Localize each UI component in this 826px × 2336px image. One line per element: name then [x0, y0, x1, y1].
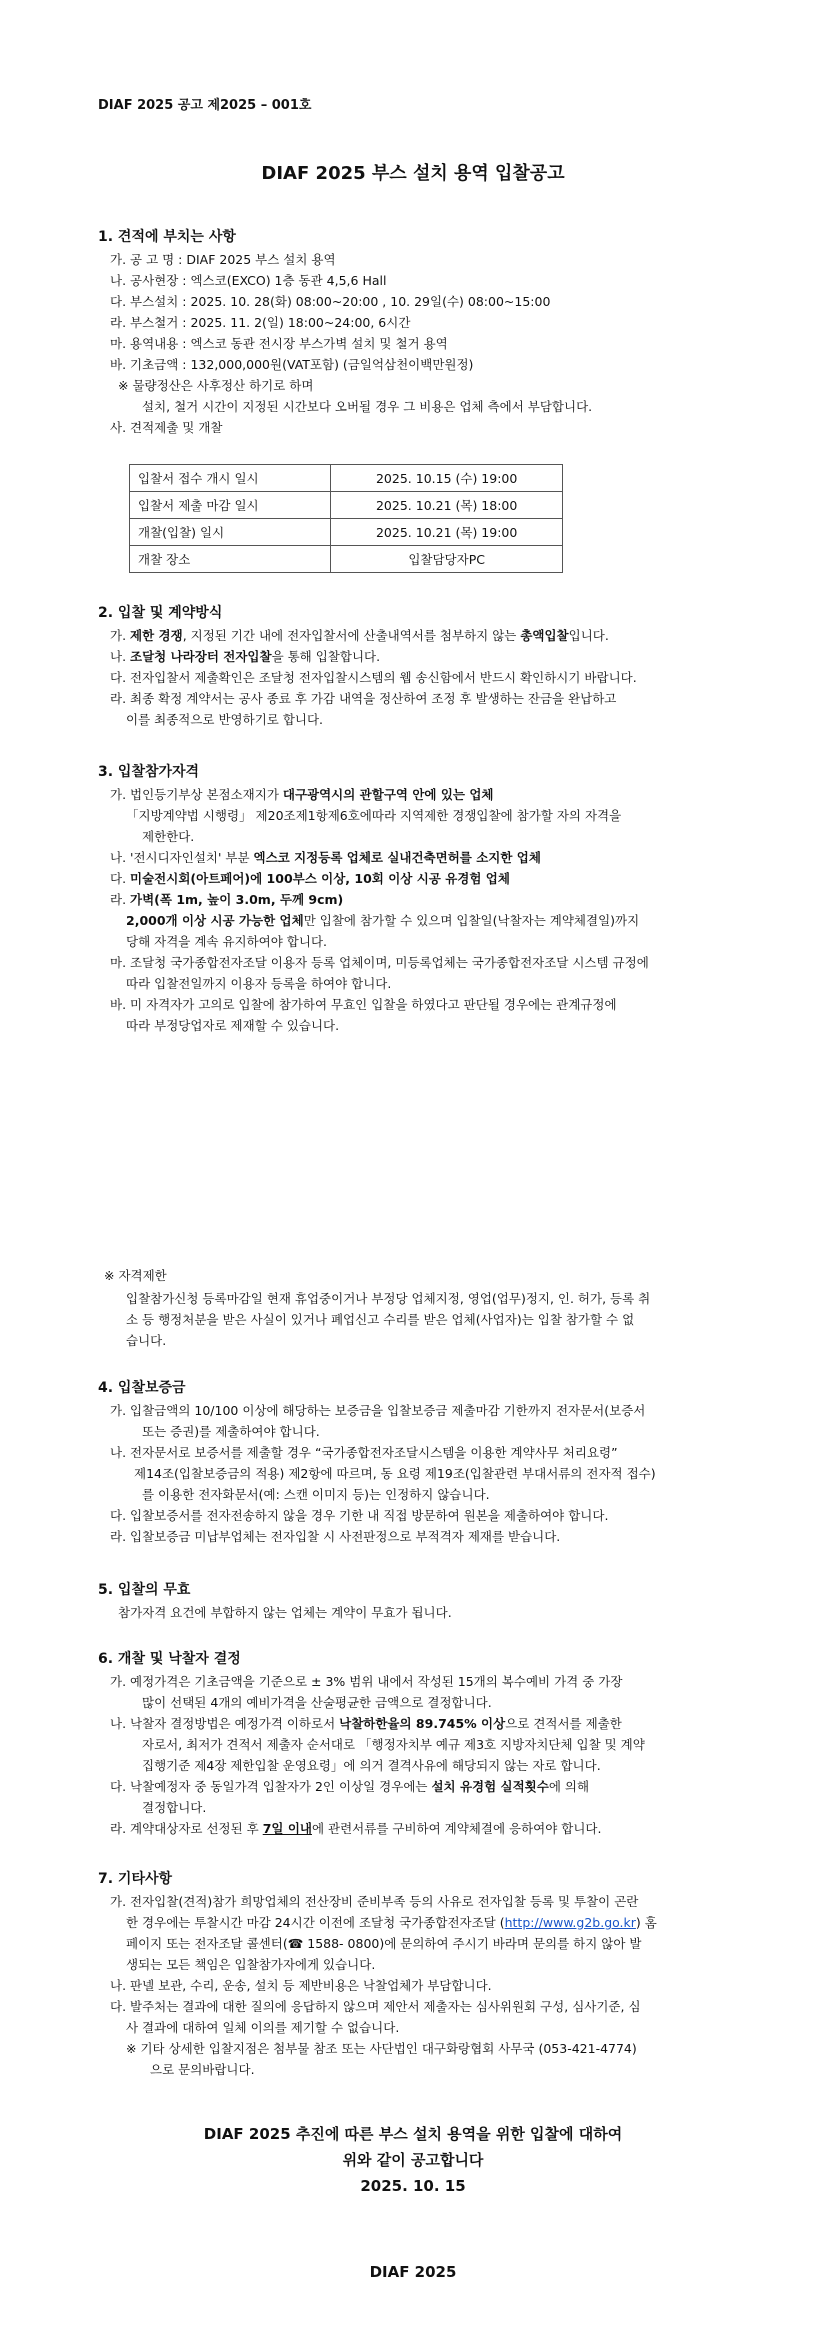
s1-item-d: 라. 부스철거 : 2025. 11. 2(일) 18:00~24:00, 6시간 — [110, 315, 411, 330]
s7-note-2: 으로 문의바랍니다. — [150, 2062, 255, 2077]
s7-item-a-3: 페이지 또는 전자조달 콜센터(☎ 1588- 0800)에 문의하여 주시기 바라며 문의를 하지 않아 발 — [126, 1936, 642, 1951]
s6-item-c-2: 결정합니다. — [142, 1800, 207, 1815]
s3-item-f-1: 바. 미 자격자가 고의로 입찰에 참가하여 무효인 입찰을 하였다고 판단될 경우에는 관계규정에 — [110, 997, 617, 1012]
section-7-heading: 7. 기타사항 — [98, 1871, 173, 1887]
notice-number: DIAF 2025 공고 제2025 – 001호 — [98, 98, 312, 113]
s3-item-e-1: 마. 조달청 국가종합전자조달 이용자 등록 업체이며, 미등록업체는 국가종합전자조달 시스템 규정에 — [110, 955, 649, 970]
s1-item-b: 나. 공사현장 : 엑스코(EXCO) 1층 동관 4,5,6 Hall — [110, 273, 387, 288]
s2-item-d-1: 라. 최종 확정 계약서는 공사 종료 후 가감 내역을 정산하여 조정 후 발생하는 잔금을 완납하고 — [110, 691, 617, 706]
schedule-value: 2025. 10.15 (수) 19:00 — [331, 465, 563, 492]
s7-item-a-1: 가. 전자입찰(견적)참가 희망업체의 전산장비 준비부족 등의 사유로 전자입찰 등록 및 투찰이 곤란 — [110, 1894, 639, 1909]
table-row — [130, 465, 563, 492]
schedule-label: 입찰서 제출 마감 일시 — [130, 492, 331, 519]
schedule-table — [129, 464, 563, 573]
schedule-value: 2025. 10.21 (목) 18:00 — [331, 492, 563, 519]
s6-item-a-2: 많이 선택된 4개의 예비가격을 산술평균한 금액으로 결정합니다. — [142, 1695, 492, 1710]
page-title: DIAF 2025 부스 설치 용역 입찰공고 — [261, 163, 565, 184]
s2-item-a: 가. 제한 경쟁, 지정된 기간 내에 전자입찰서에 산출내역서를 첨부하지 않는 총액입찰입니다. — [110, 628, 609, 643]
schedule-value: 입찰담당자PC — [331, 546, 563, 573]
s3-item-a-3: 제한한다. — [142, 829, 195, 844]
s3-item-d: 라. 가벽(폭 1m, 높이 3.0m, 두께 9cm) — [110, 892, 344, 907]
schedule-label: 개찰(입찰) 일시 — [130, 519, 331, 546]
s5-item-a: 참가자격 요건에 부합하지 않는 업체는 계약이 무효가 됩니다. — [118, 1605, 452, 1620]
s1-item-e: 마. 용역내용 : 엑스코 동관 전시장 부스가벽 설치 및 철거 용역 — [110, 336, 448, 351]
s1-item-c: 다. 부스설치 : 2025. 10. 28(화) 08:00~20:00 , 10. 29일(수) 08:00~15:00 — [110, 294, 551, 309]
s3-item-d-2: 2,000개 이상 시공 가능한 업체만 입찰에 참가할 수 있으며 입찰일(낙찰자는 계약체결일)까지 — [126, 913, 640, 928]
s6-item-b-2: 자로서, 최저가 견적서 제출자 순서대로 「행정자치부 예규 제3호 지방자치단체 입찰 및 계약 — [142, 1737, 645, 1752]
s3-item-d-3: 당해 자격을 계속 유지하여야 합니다. — [126, 934, 327, 949]
s1-item-g: 사. 견적제출 및 개찰 — [110, 420, 223, 435]
schedule-value: 2025. 10.21 (목) 19:00 — [331, 519, 563, 546]
issuer-name: DIAF 2025 — [369, 2263, 457, 2281]
section-6-heading: 6. 개찰 및 낙찰자 결정 — [98, 1651, 241, 1667]
s4-item-b-3: 를 이용한 전자화문서(예: 스캔 이미지 등)는 인정하지 않습니다. — [142, 1487, 490, 1502]
s4-item-c: 다. 입찰보증서를 전자전송하지 않을 경우 기한 내 직접 방문하여 원본을 제출하여야 합니다. — [110, 1508, 609, 1523]
section-4-heading: 4. 입찰보증금 — [98, 1380, 186, 1396]
s7-note-1: ※ 기타 상세한 입찰지점은 첨부물 참조 또는 사단법인 대구화랑협회 사무국 (053-421-4774) — [126, 2041, 637, 2056]
s6-item-b-1: 나. 낙찰자 결정방법은 예정가격 이하로서 낙찰하한율의 89.745% 이상으로 견적서를 제출한 — [110, 1716, 622, 1731]
s2-item-d-2: 이를 최종적으로 반영하기로 합니다. — [126, 712, 324, 727]
s7-item-c-2: 사 결과에 대하여 일체 이의를 제기할 수 없습니다. — [126, 2020, 400, 2035]
s3-item-a: 가. 법인등기부상 본점소재지가 대구광역시의 관할구역 안에 있는 업체 — [110, 787, 494, 802]
section-2-heading: 2. 입찰 및 계약방식 — [98, 605, 223, 621]
s1-note-2: 설치, 철거 시간이 지정된 시간보다 오버될 경우 그 비용은 업체 측에서 부담합니다. — [142, 399, 593, 414]
restriction-line-3: 습니다. — [126, 1333, 167, 1348]
s3-item-c: 다. 미술전시회(아트페어)에 100부스 이상, 10회 이상 시공 유경험 업체 — [110, 871, 510, 886]
table-row — [130, 546, 563, 573]
s3-item-a-2: 「지방계약법 시행령」 제20조제1항제6호에따라 지역제한 경쟁입찰에 참가할 자의 자격을 — [126, 808, 622, 823]
s4-item-a-1: 가. 입찰금액의 10/100 이상에 해당하는 보증금을 입찰보증금 제출마감 기한까지 전자문서(보증서 — [110, 1403, 646, 1418]
closing-line-1: DIAF 2025 추진에 따른 부스 설치 용역을 위한 입찰에 대하여 — [203, 2125, 623, 2143]
s7-item-b: 나. 판넬 보관, 수리, 운송, 설치 등 제반비용은 낙찰업체가 부담합니다. — [110, 1978, 492, 1993]
restriction-heading: ※ 자격제한 — [104, 1268, 167, 1283]
s2-item-b: 나. 조달청 나라장터 전자입찰을 통해 입찰합니다. — [110, 649, 381, 664]
s4-item-d: 라. 입찰보증금 미납부업체는 전자입찰 시 사전판정으로 부적격자 제재를 받습니다. — [110, 1529, 561, 1544]
s6-item-b-3: 집행기준 제4장 제한입찰 운영요령」에 의거 결격사유에 해당되지 않는 자로 합니다. — [142, 1758, 601, 1773]
closing-line-2: 위와 같이 공고합니다 — [342, 2151, 484, 2169]
s1-item-f: 바. 기초금액 : 132,000,000원(VAT포함) (금일억삼천이백만원정) — [110, 357, 474, 372]
schedule-label: 개찰 장소 — [130, 546, 331, 573]
schedule-label: 입찰서 접수 개시 일시 — [130, 465, 331, 492]
s4-item-b-2: 제14조(입찰보증금의 적용) 제2항에 따르며, 동 요령 제19조(입찰관련 부대서류의 전자적 접수) — [134, 1466, 656, 1481]
table-row — [130, 492, 563, 519]
s1-note-1: ※ 물량정산은 사후정산 하기로 하며 — [118, 378, 314, 393]
notice-date: 2025. 10. 15 — [360, 2177, 466, 2195]
section-5-heading: 5. 입찰의 무효 — [98, 1582, 191, 1598]
s6-item-d: 라. 계약대상자로 선정된 후 7일 이내에 관련서류를 구비하여 계약체결에 응하여야 합니다. — [110, 1821, 602, 1836]
s7-item-a-4: 생되는 모든 책임은 입찰참가자에게 있습니다. — [126, 1957, 376, 1972]
s2-item-c: 다. 전자입찰서 제출확인은 조달청 전자입찰시스템의 웹 송신함에서 반드시 확인하시기 바랍니다. — [110, 670, 637, 685]
s3-item-b: 나. '전시디자인설치' 부분 엑스코 지정등록 업체로 실내건축면허를 소지한 업체 — [110, 850, 541, 865]
s1-item-a: 가. 공 고 명 : DIAF 2025 부스 설치 용역 — [110, 252, 336, 267]
s3-item-f-2: 따라 부정당업자로 제재할 수 있습니다. — [126, 1018, 340, 1033]
s7-item-c-1: 다. 발주처는 결과에 대한 질의에 응답하지 않으며 제안서 제출자는 심사위원회 구성, 심사기준, 심 — [110, 1999, 641, 2014]
section-1-heading: 1. 견적에 부치는 사항 — [98, 229, 236, 245]
s6-item-c-1: 다. 낙찰예정자 중 동일가격 입찰자가 2인 이상일 경우에는 설치 유경험 실적횟수에 의해 — [110, 1779, 590, 1794]
table-row — [130, 519, 563, 546]
restriction-line-2: 소 등 행정처분을 받은 사실이 있거나 폐업신고 수리를 받은 업체(사업자)는 입찰 참가할 수 없 — [126, 1312, 635, 1327]
g2b-link[interactable]: http://www.g2b.go.kr — [504, 1915, 636, 1930]
section-3-heading: 3. 입찰참가자격 — [98, 764, 200, 780]
s4-item-b-1: 나. 전자문서로 보증서를 제출할 경우 “국가종합전자조달시스템을 이용한 계약사무 처리요령” — [110, 1445, 618, 1460]
restriction-line-1: 입찰참가신청 등록마감일 현재 휴업중이거나 부정당 업체지정, 영업(업무)정지, 인. 허가, 등록 취 — [126, 1291, 651, 1306]
s7-item-a-2: 한 경우에는 투찰시간 마감 24시간 이전에 조달청 국가종합전자조달 (http://www.g2b.go.kr) 홈 — [126, 1915, 657, 1930]
s6-item-a-1: 가. 예정가격은 기초금액을 기준으로 ± 3% 범위 내에서 작성된 15개의 복수예비 가격 중 가장 — [110, 1674, 623, 1689]
s4-item-a-2: 또는 증권)를 제출하여야 합니다. — [142, 1424, 320, 1439]
s3-item-e-2: 따라 입찰전일까지 이용자 등록을 하여야 합니다. — [126, 976, 392, 991]
